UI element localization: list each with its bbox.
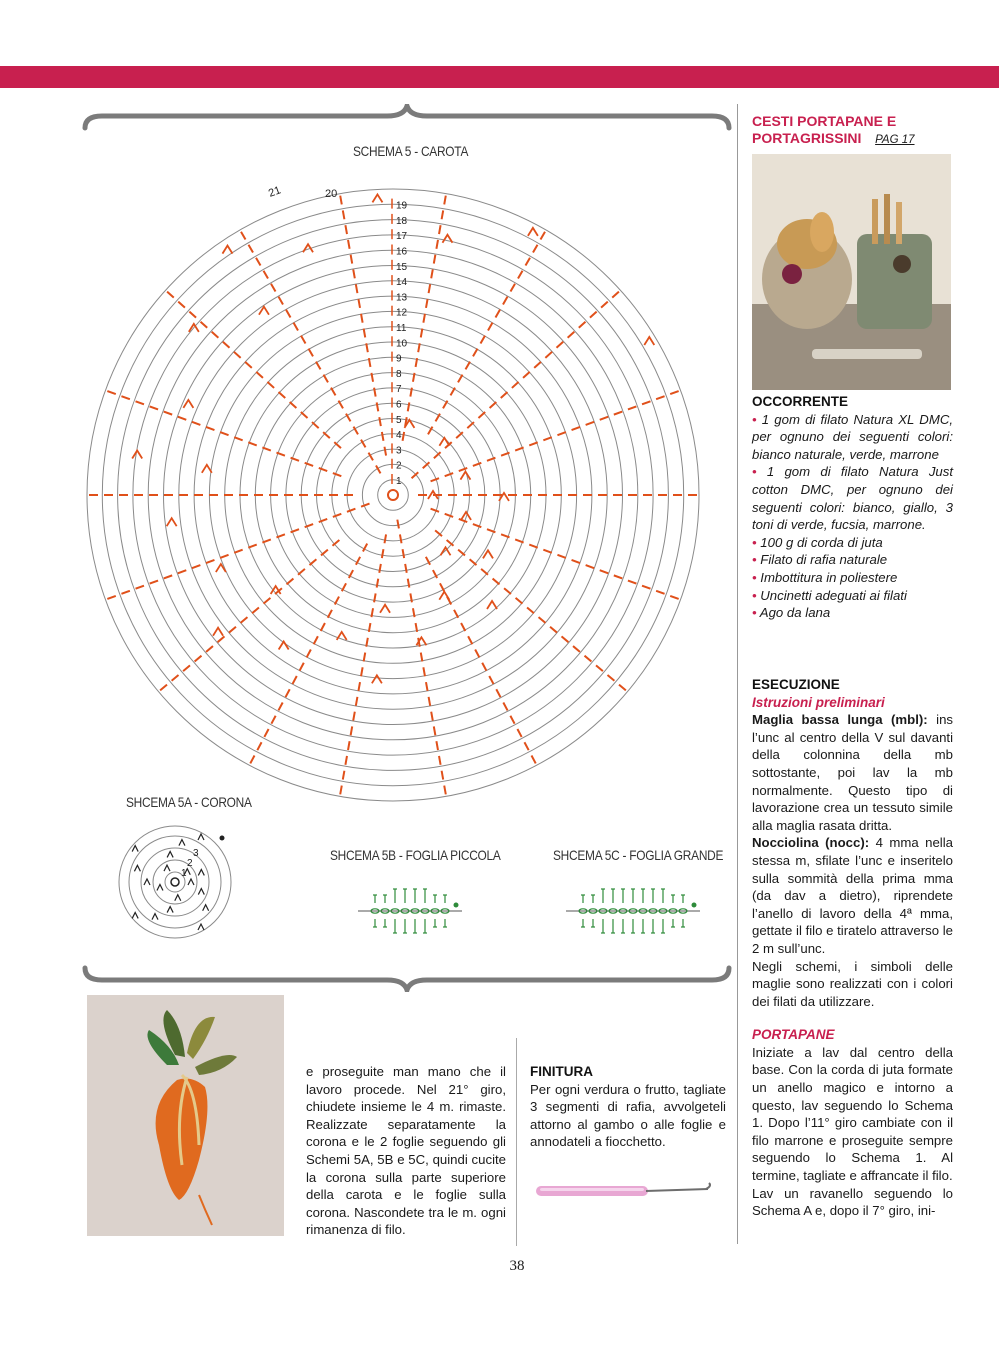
material-item (752, 569, 953, 587)
increase-line (159, 540, 339, 691)
mbl-text: ins l’unc al centro della V sul davanti della colonnina della mb sottostante, poi lav la mb normalmente. Questo tipo di lavorazione crea un tessuto simile alla maglia rasata dritta. (752, 712, 953, 833)
round-number: 2 (396, 460, 402, 472)
increase-mark-icon (132, 450, 142, 458)
esecuzione-title: ESECUZIONE (752, 677, 840, 692)
round-number: 3 (396, 445, 402, 457)
esecuzione-section (752, 676, 953, 1220)
round-6-ring (301, 403, 485, 587)
bullet-icon: • (752, 552, 761, 568)
nocc-text: 4 mma nella stessa m, sfilate l’unc e inseritelo sulla sommità della prima mma (da dav a dietro), riprendete l’anello di lavoro della 4ª mma, gettate il filo e tiratelo attraverso le 2 m sull’unc. (752, 835, 953, 956)
increase-mark-icon (380, 605, 390, 613)
material-item (752, 534, 953, 552)
magic-ring-icon (388, 490, 398, 500)
stitch-mark-icon (132, 846, 138, 852)
increase-mark-icon (439, 438, 449, 446)
round-12-ring (209, 311, 576, 678)
material-item (752, 551, 953, 569)
round-number: 1 (396, 476, 402, 487)
increase-mark-icon (303, 244, 313, 252)
bullet-icon: • (752, 411, 762, 427)
round-number: 9 (396, 353, 402, 365)
magic-ring-icon (171, 878, 179, 886)
page-reference: PAG 17 (875, 134, 915, 146)
fasten-off-icon (220, 836, 225, 841)
header-color-bar (0, 66, 999, 88)
round-9-ring (255, 357, 530, 632)
material-item (752, 411, 953, 464)
stitch-mark-icon (175, 895, 181, 901)
round-13-ring (194, 296, 592, 694)
top-brace (82, 104, 732, 132)
round-number: 6 (396, 399, 402, 411)
material-item-text: 1 gom di filato Natura Just cotton DMC, per ognuno dei seguenti colori: bianco, giallo, 3 toni di verde, fucsia, marrone. (752, 464, 953, 533)
occorrente-title: OCCORRENTE (752, 394, 849, 409)
round-number: 5 (396, 414, 402, 426)
nocc-term: Nocciolina (nocc): (752, 835, 870, 851)
bullet-icon: • (752, 464, 767, 480)
increase-line (431, 509, 680, 600)
stitch-mark-icon (179, 840, 185, 846)
materials-list (752, 411, 953, 622)
material-item (752, 463, 953, 533)
round-number: 16 (396, 246, 408, 258)
material-item-text: 100 g di corda di juta (760, 534, 883, 550)
round-number: 1 (181, 868, 187, 879)
increase-mark-icon (183, 400, 193, 408)
round-number: 15 (396, 261, 408, 273)
corona-ring (119, 826, 231, 938)
round-number: 19 (396, 200, 408, 212)
increase-mark-icon (222, 246, 232, 254)
round-2-ring (362, 464, 423, 525)
sidebar-header (752, 113, 953, 149)
increase-line (428, 231, 546, 435)
increase-mark-icon (460, 472, 470, 480)
material-item (752, 604, 953, 622)
stitch-mark-icon (167, 851, 173, 857)
increase-line (241, 231, 381, 473)
round-number: 4 (396, 430, 402, 442)
increase-mark-icon (644, 337, 654, 345)
increase-mark-icon (439, 592, 449, 600)
carrot-photo (87, 995, 284, 1236)
portapane-title: PORTAPANE (752, 1027, 835, 1043)
round-number: 8 (396, 368, 402, 380)
finitura-section (530, 1063, 726, 1151)
material-item-text: 1 gom di filato Natura XL DMC, per ognuno dei seguenti colori: bianco naturale, verde, marrone (752, 411, 954, 462)
corona-crochet-chart (110, 820, 250, 950)
round-number: 2 (187, 858, 193, 869)
finitura-title: FINITURA (530, 1064, 593, 1079)
increase-line (250, 544, 367, 765)
material-item (752, 587, 953, 605)
carrot-crochet-chart (80, 180, 720, 820)
sidebar-title-line1: CESTI PORTAPANE E (752, 113, 897, 129)
ravanello-text: Lav un ravanello seguendo lo Schema A e, dopo il 7° giro, ini- (752, 1185, 953, 1219)
round-number: 21 (266, 184, 283, 200)
stitch-mark-icon (167, 907, 173, 913)
increase-line (435, 530, 627, 691)
increase-line (340, 534, 386, 795)
round-number: 17 (396, 231, 408, 243)
baskets-photo (752, 154, 951, 390)
round-number: 14 (396, 277, 408, 289)
mbl-term: Maglia bassa lunga (mbl): (752, 712, 928, 728)
round-16-ring (148, 250, 638, 740)
stitch-mark-icon (188, 879, 194, 885)
increase-line (431, 391, 680, 482)
crochet-hook-image (528, 1170, 718, 1220)
increase-line (166, 291, 341, 448)
increase-mark-icon (213, 628, 223, 636)
stitch-mark-icon (134, 865, 140, 871)
material-item-text: Filato di rafia naturale (760, 552, 888, 568)
increase-mark-icon (216, 564, 226, 572)
column-divider (737, 104, 738, 1244)
big-leaf-chart (563, 875, 713, 945)
bullet-icon: • (752, 534, 761, 550)
increase-line (426, 557, 536, 764)
material-item-text: Imbottitura in poliestere (760, 569, 898, 585)
stitch-mark-icon (144, 879, 150, 885)
round-number: 13 (396, 292, 408, 304)
increase-line (106, 504, 369, 600)
round-number: 10 (396, 338, 408, 350)
round-number: 18 (396, 215, 408, 227)
bullet-icon: • (752, 605, 760, 621)
bottom-column-divider (516, 1038, 517, 1246)
bullet-icon: • (752, 587, 761, 603)
stitch-mark-icon (164, 865, 170, 871)
portapane-text: Iniziate a lav dal centro della base. Con la corda di juta formate un anello magico e intorno a questo, lav seguendo lo Schema 1. Dopo l’11° giro cambiate con il filo marrone e proseguite sempre seguendo lo Schema 1. Al termine, tagliate e affrancate il filo. (752, 1044, 953, 1184)
finitura-text: Per ogni verdura o frutto, tagliate 3 segmenti di rafia, avvolgeteli attorno al gambo o alle foglie e annodateli a fiocchetto. (530, 1081, 726, 1150)
schema-5-title: SCHEMA 5 - CAROTA (353, 143, 469, 159)
round-number: 11 (396, 323, 407, 334)
stitch-mark-icon (198, 924, 204, 930)
round-number: 12 (396, 307, 408, 319)
bottom-brace (82, 964, 732, 992)
increase-mark-icon (442, 235, 452, 243)
sidebar-title-line2: PORTAGRISSINI (752, 130, 862, 146)
stitch-mark-icon (203, 905, 209, 911)
increase-mark-icon (372, 675, 382, 683)
schemi-text: Negli schemi, i simboli delle maglie sono realizzati con i colori dei filati da utilizzare. (752, 958, 953, 1009)
round-number: 7 (396, 384, 402, 396)
stitch-mark-icon (157, 884, 163, 890)
stitch-mark-icon (198, 869, 204, 875)
schema-5c-title: SHCEMA 5C - FOGLIA GRANDE (553, 847, 724, 863)
increase-line (106, 391, 341, 477)
round-number: 20 (325, 188, 338, 200)
istruzioni-title: Istruzioni preliminari (752, 694, 885, 710)
schema-5b-title: SHCEMA 5B - FOGLIA PICCOLA (330, 847, 501, 863)
increase-mark-icon (528, 228, 538, 236)
bullet-icon: • (752, 569, 761, 585)
round-19-ring (102, 204, 683, 785)
stitch-mark-icon (198, 889, 204, 895)
increase-mark-icon (279, 641, 289, 649)
increase-mark-icon (487, 601, 497, 609)
occorrente-section (752, 393, 953, 622)
round-number: 3 (193, 848, 199, 859)
schema-5a-title: SHCEMA 5A - CORONA (126, 794, 252, 810)
increase-mark-icon (372, 194, 382, 202)
increase-mark-icon (202, 465, 212, 473)
small-leaf-chart (355, 875, 475, 945)
bottom-col1-text: e proseguite man mano che il lavoro procede. Nel 21° giro, chiudete insieme le 4 m. rimaste. Realizzate separatamente la corona e le 2 foglie seguendo gli Schemi 5A, 5B e 5C, quindi cucite la corona sulla parte superiore della carota e le foglie sulla corona. Nascondete tra le m. ogni rimanenza di filo. (306, 1064, 506, 1238)
stitch-mark-icon (132, 912, 138, 918)
stitch-mark-icon (198, 834, 204, 840)
round-1-ring (378, 480, 409, 511)
corona-ring (141, 848, 209, 916)
material-item-text: Uncinetti adeguati ai filati (760, 587, 907, 603)
page-number: 38 (509, 1258, 525, 1274)
increase-mark-icon (167, 518, 177, 526)
fasten-off-icon (692, 903, 697, 908)
fasten-off-icon (454, 903, 459, 908)
corona-ring (129, 836, 221, 928)
stitch-mark-icon (152, 914, 158, 920)
material-item-text: Ago da lana (759, 605, 831, 621)
